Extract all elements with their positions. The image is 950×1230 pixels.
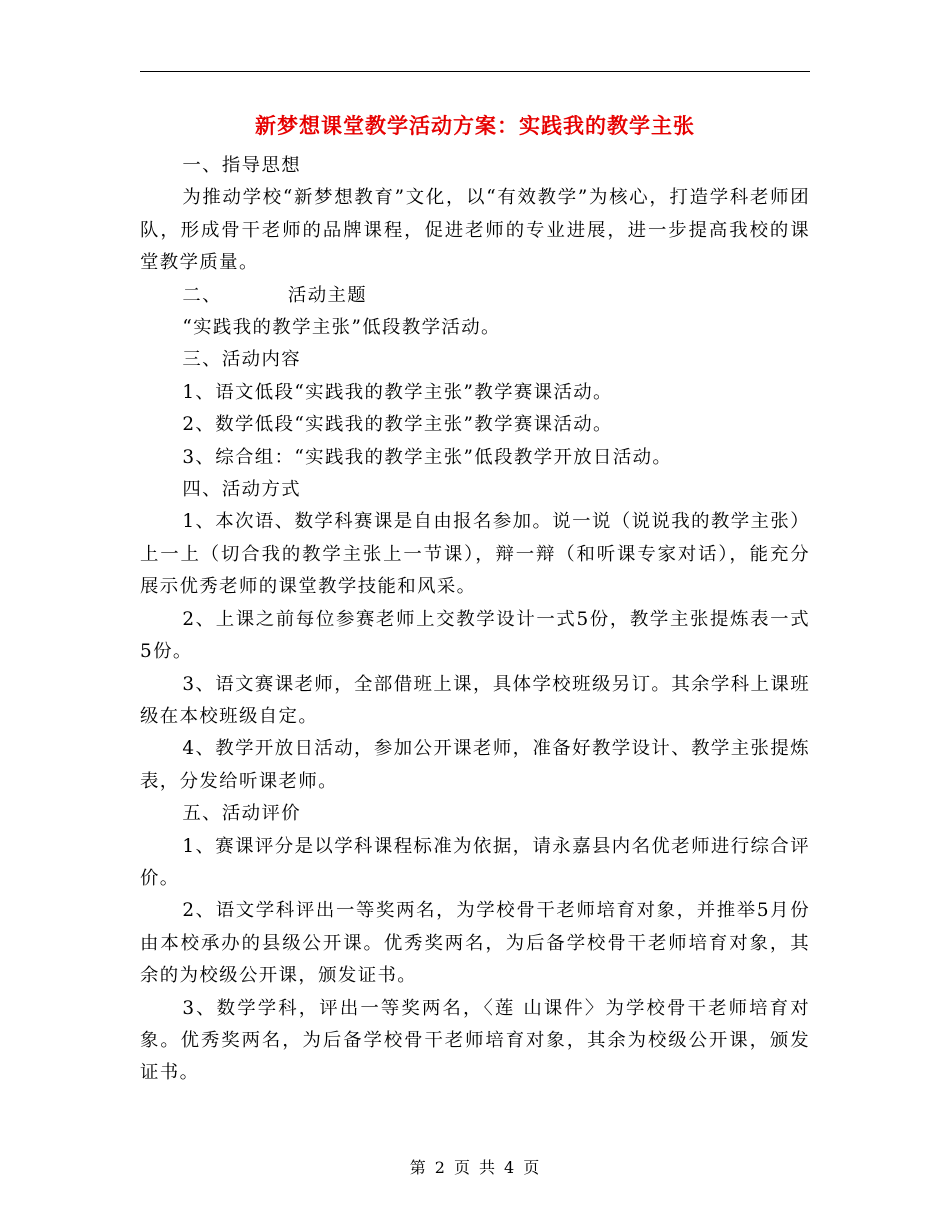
section-heading-activity-method: 四、活动方式 xyxy=(182,479,302,501)
list-item-method-2: 2、上课之前每位参赛老师上交教学设计一式5份，教学主张提炼表一式5份。 xyxy=(140,608,810,663)
list-item-content-2: 2、数学低段“实践我的教学主张”教学赛课活动。 xyxy=(182,414,613,436)
footer-suffix: 页 xyxy=(523,1158,541,1177)
paragraph-activity-theme: “实践我的教学主张”低段教学活动。 xyxy=(182,317,501,339)
list-item-evaluation-1: 1、赛课评分是以学科课程标准为依据，请永嘉县内名优老师进行综合评价。 xyxy=(140,835,810,889)
footer-prefix: 第 xyxy=(409,1158,427,1177)
list-item-method-4: 4、教学开放日活动，参加公开课老师，准备好教学设计、教学主张提炼表，分发给听课老师。 xyxy=(140,738,810,792)
footer-current-page: 2 xyxy=(434,1158,446,1177)
footer-total-word: 共 xyxy=(479,1158,497,1177)
list-item-evaluation-2: 2、语文学科评出一等奖两名，为学校骨干老师培育对象，并推举5月份由本校承办的县级公开课。优秀奖两名，为后备学校骨干老师培育对象，其余的为校级公开课，颁发证书。 xyxy=(140,900,810,987)
section-heading-activity-content: 三、活动内容 xyxy=(182,349,302,371)
list-item-content-1: 1、语文低段“实践我的教学主张”教学赛课活动。 xyxy=(182,381,613,403)
section-title: 活动主题 xyxy=(287,284,368,306)
list-item-evaluation-3: 3、数学学科，评出一等奖两名，〈莲 山课件〉为学校骨干老师培育对象。优秀奖两名，为后备学校骨干老师培育对象，其余为校级公开课，颁发证书。 xyxy=(140,997,810,1084)
section-heading-activity-evaluation: 五、活动评价 xyxy=(182,803,302,825)
section-heading-activity-theme xyxy=(140,280,810,312)
section-number: 二、 xyxy=(182,284,222,306)
list-item-method-1: 1、本次语、数学科赛课是自由报名参加。说一说（说说我的教学主张）上一上（切合我的教学主张上一节课），辩一辩（和听课专家对话），能充分展示优秀老师的课堂教学技能和风采。 xyxy=(140,511,810,598)
section-heading-guiding-thought: 一、指导思想 xyxy=(182,155,302,176)
header-rule xyxy=(140,71,810,72)
document-title: 新梦想课堂教学活动方案：实践我的教学主张 xyxy=(255,113,695,138)
list-item-content-3: 3、综合组：“实践我的教学主张”低段教学开放日活动。 xyxy=(182,446,673,468)
footer-total-pages: 4 xyxy=(504,1158,516,1177)
page-footer xyxy=(0,1155,950,1178)
footer-page-word: 页 xyxy=(453,1158,471,1177)
paragraph-guiding-thought: 为推动学校“新梦想教育”文化，以“有效教学”为核心，打造学科老师团队，形成骨干老师的品牌课程，促进老师的专业进展，进一步提高我校的课堂教学质量。 xyxy=(140,187,810,274)
document-body xyxy=(140,150,810,1090)
list-item-method-3: 3、语文赛课老师，全部借班上课，具体学校班级另订。其余学科上课班级在本校班级自定。 xyxy=(140,673,810,727)
